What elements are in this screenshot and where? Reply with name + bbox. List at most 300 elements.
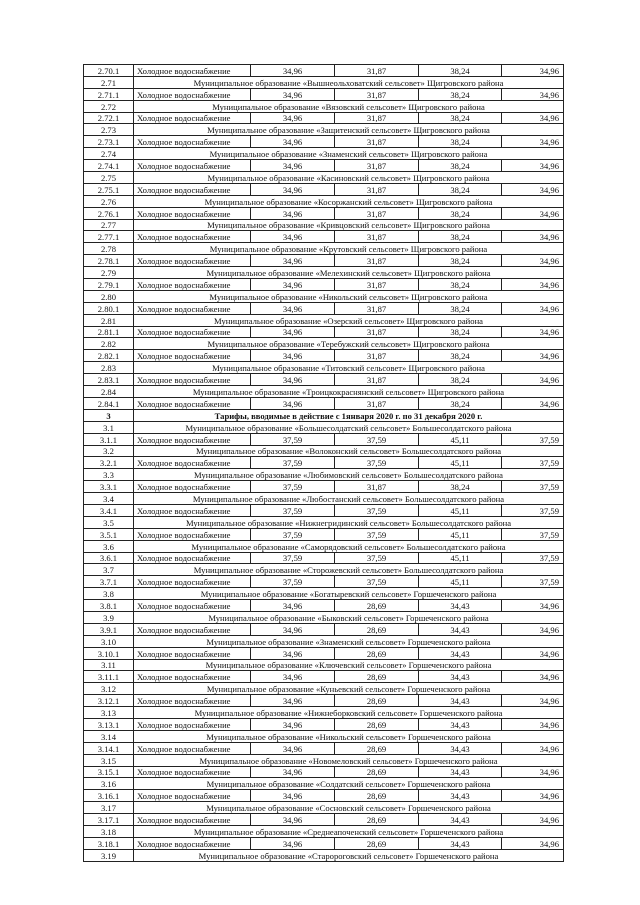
municipality-heading: Муниципальное образование «Ключевский сельсовет» Горшеченского района <box>134 659 564 671</box>
service-label: Холодное водоснабжение <box>134 647 251 659</box>
tariff-value: 34,96 <box>251 112 335 124</box>
municipality-heading-row <box>84 100 564 112</box>
row-number: 2.71.1 <box>84 88 134 100</box>
municipality-heading: Муниципальное образование «Вязовский сельсовет» Щигровского района <box>134 100 564 112</box>
tariff-value: 37,59 <box>335 552 419 564</box>
tariff-value: 34,96 <box>251 600 335 612</box>
tariff-value: 38,24 <box>419 255 502 267</box>
tariff-value: 38,24 <box>419 326 502 338</box>
municipality-heading: Муниципальное образование «Троицкокраснянский сельсовет» Щигровского района <box>134 386 564 398</box>
tariff-value: 45,11 <box>419 433 502 445</box>
municipality-heading: Муниципальное образование «Любимовский сельсовет» Большесолдатского района <box>134 469 564 481</box>
tariff-value: 34,96 <box>251 88 335 100</box>
tariff-value: 28,69 <box>335 600 419 612</box>
municipality-heading: Муниципальное образование «Богатыревский сельсовет» Горшеченского района <box>134 588 564 600</box>
row-number: 2.80 <box>84 290 134 302</box>
row-number: 3.19 <box>84 849 134 861</box>
tariff-value: 31,87 <box>335 302 419 314</box>
tariff-value: 38,24 <box>419 183 502 195</box>
municipality-heading-row <box>84 172 564 184</box>
municipality-heading-row <box>84 754 564 766</box>
tariff-value: 28,69 <box>335 766 419 778</box>
service-label: Холодное водоснабжение <box>134 766 251 778</box>
tariff-value: 34,96 <box>502 718 564 730</box>
tariff-value: 31,87 <box>335 65 419 77</box>
row-number: 2.79.1 <box>84 279 134 291</box>
row-number: 3.17 <box>84 802 134 814</box>
municipality-heading: Муниципальное образование «Новомеловский сельсовет» Горшеченского района <box>134 754 564 766</box>
tariff-row <box>84 326 564 338</box>
municipality-heading: Муниципальное образование «Озерский сельсовет» Щигровского района <box>134 314 564 326</box>
row-number: 3.12 <box>84 683 134 695</box>
row-number: 3.14.1 <box>84 742 134 754</box>
tariff-value: 34,96 <box>502 160 564 172</box>
tariff-value: 34,96 <box>251 374 335 386</box>
tariff-value: 34,43 <box>419 718 502 730</box>
tariff-value: 34,96 <box>251 790 335 802</box>
tariff-value: 37,59 <box>502 457 564 469</box>
municipality-heading-row <box>84 362 564 374</box>
row-number: 3.1 <box>84 421 134 433</box>
tariff-row <box>84 136 564 148</box>
tariff-row <box>84 528 564 540</box>
tariff-value: 34,96 <box>251 718 335 730</box>
service-label: Холодное водоснабжение <box>134 65 251 77</box>
service-label: Холодное водоснабжение <box>134 790 251 802</box>
row-number: 2.81.1 <box>84 326 134 338</box>
tariff-value: 34,43 <box>419 671 502 683</box>
tariff-row <box>84 231 564 243</box>
tariff-value: 34,96 <box>251 671 335 683</box>
row-number: 2.82 <box>84 338 134 350</box>
tariff-value: 31,87 <box>335 160 419 172</box>
tariff-value: 37,59 <box>502 528 564 540</box>
row-number: 2.78.1 <box>84 255 134 267</box>
row-number: 3.4 <box>84 493 134 505</box>
tariff-value: 34,96 <box>251 326 335 338</box>
tariff-value: 34,96 <box>502 112 564 124</box>
row-number: 2.76 <box>84 195 134 207</box>
service-label: Холодное водоснабжение <box>134 837 251 849</box>
tariff-value: 34,96 <box>502 814 564 826</box>
service-label: Холодное водоснабжение <box>134 112 251 124</box>
municipality-heading: Муниципальное образование «Среднеапоченский сельсовет» Горшеченского района <box>134 826 564 838</box>
row-number: 2.84 <box>84 386 134 398</box>
tariff-value: 34,96 <box>251 766 335 778</box>
tariff-value: 31,87 <box>335 88 419 100</box>
tariff-value: 28,69 <box>335 790 419 802</box>
tariff-row <box>84 671 564 683</box>
municipality-heading-row <box>84 243 564 255</box>
tariff-value: 38,24 <box>419 397 502 409</box>
tariff-row <box>84 695 564 707</box>
row-number: 2.79 <box>84 267 134 279</box>
tariff-table <box>83 64 564 862</box>
municipality-heading: Муниципальное образование «Нижнеборковский сельсовет» Горшеченского района <box>134 707 564 719</box>
row-number: 3.5.1 <box>84 528 134 540</box>
municipality-heading: Муниципальное образование «Крутовский сельсовет» Щигровского района <box>134 243 564 255</box>
tariff-value: 37,59 <box>502 552 564 564</box>
row-number: 2.77.1 <box>84 231 134 243</box>
tariff-value: 34,96 <box>251 279 335 291</box>
tariff-value: 34,96 <box>502 742 564 754</box>
tariff-value: 34,96 <box>502 65 564 77</box>
row-number: 3.17.1 <box>84 814 134 826</box>
tariff-row <box>84 457 564 469</box>
service-label: Холодное водоснабжение <box>134 374 251 386</box>
tariff-value: 37,59 <box>335 457 419 469</box>
municipality-heading-row <box>84 826 564 838</box>
service-label: Холодное водоснабжение <box>134 207 251 219</box>
row-number: 3.11.1 <box>84 671 134 683</box>
municipality-heading-row <box>84 314 564 326</box>
tariff-value: 34,96 <box>251 207 335 219</box>
service-label: Холодное водоснабжение <box>134 279 251 291</box>
service-label: Холодное водоснабжение <box>134 504 251 516</box>
row-number: 3.10 <box>84 635 134 647</box>
tariff-value: 38,24 <box>419 279 502 291</box>
tariff-value: 34,96 <box>502 207 564 219</box>
row-number: 3.16.1 <box>84 790 134 802</box>
row-number: 2.78 <box>84 243 134 255</box>
service-label: Холодное водоснабжение <box>134 231 251 243</box>
row-number: 3.2.1 <box>84 457 134 469</box>
municipality-heading: Муниципальное образование «Косоржанский сельсовет» Щигровского района <box>134 195 564 207</box>
tariff-value: 34,96 <box>251 397 335 409</box>
tariff-value: 37,59 <box>335 528 419 540</box>
municipality-heading: Муниципальное образование «Знаменский сельсовет» Горшеченского района <box>134 635 564 647</box>
municipality-heading: Муниципальное образование «Солдатский сельсовет» Горшеченского района <box>134 778 564 790</box>
tariff-row <box>84 65 564 77</box>
municipality-heading-row <box>84 635 564 647</box>
tariff-value: 38,24 <box>419 231 502 243</box>
tariff-value: 38,24 <box>419 88 502 100</box>
row-number: 3.5 <box>84 516 134 528</box>
tariff-value: 38,24 <box>419 112 502 124</box>
tariff-value: 34,96 <box>251 837 335 849</box>
tariff-value: 45,11 <box>419 504 502 516</box>
row-number: 2.75 <box>84 172 134 184</box>
municipality-heading: Муниципальное образование «Любостанский сельсовет» Большесолдатского района <box>134 493 564 505</box>
tariff-value: 34,43 <box>419 790 502 802</box>
tariff-value: 31,87 <box>335 112 419 124</box>
municipality-heading-row <box>84 445 564 457</box>
service-label: Холодное водоснабжение <box>134 350 251 362</box>
row-number: 3.11 <box>84 659 134 671</box>
row-number: 3.12.1 <box>84 695 134 707</box>
row-number: 3.6.1 <box>84 552 134 564</box>
row-number: 3.10.1 <box>84 647 134 659</box>
tariff-value: 34,96 <box>251 814 335 826</box>
row-number: 2.73.1 <box>84 136 134 148</box>
municipality-heading: Муниципальное образование «Знаменский сельсовет» Щигровского района <box>134 148 564 160</box>
tariff-value: 45,11 <box>419 528 502 540</box>
row-number: 3.8 <box>84 588 134 600</box>
tariff-row <box>84 207 564 219</box>
tariff-row <box>84 481 564 493</box>
tariff-value: 28,69 <box>335 623 419 635</box>
tariff-value: 34,96 <box>502 302 564 314</box>
row-number: 3.18 <box>84 826 134 838</box>
tariff-value: 28,69 <box>335 647 419 659</box>
tariff-value: 31,87 <box>335 374 419 386</box>
tariff-value: 28,69 <box>335 671 419 683</box>
tariff-value: 34,96 <box>502 695 564 707</box>
tariff-value: 34,43 <box>419 623 502 635</box>
row-number: 3.9.1 <box>84 623 134 635</box>
row-number: 2.71 <box>84 76 134 88</box>
row-number: 3.6 <box>84 540 134 552</box>
section-title: Тарифы, вводимые в действие с 1января 2020 г. по 31 декабря 2020 г. <box>134 409 564 421</box>
tariff-value: 34,96 <box>251 695 335 707</box>
municipality-heading-row <box>84 778 564 790</box>
tariff-value: 38,24 <box>419 302 502 314</box>
municipality-heading-row <box>84 290 564 302</box>
row-number: 2.80.1 <box>84 302 134 314</box>
tariff-value: 37,59 <box>251 457 335 469</box>
tariff-value: 31,87 <box>335 136 419 148</box>
tariff-value: 37,59 <box>335 433 419 445</box>
service-label: Холодное водоснабжение <box>134 695 251 707</box>
tariff-value: 31,87 <box>335 255 419 267</box>
tariff-value: 34,96 <box>502 279 564 291</box>
service-label: Холодное водоснабжение <box>134 433 251 445</box>
municipality-heading: Муниципальное образование «Кривцовский сельсовет» Щигровского района <box>134 219 564 231</box>
tariff-row <box>84 160 564 172</box>
municipality-heading-row <box>84 564 564 576</box>
service-label: Холодное водоснабжение <box>134 302 251 314</box>
tariff-value: 34,96 <box>251 302 335 314</box>
tariff-row <box>84 552 564 564</box>
tariff-value: 28,69 <box>335 695 419 707</box>
row-number: 3.2 <box>84 445 134 457</box>
service-label: Холодное водоснабжение <box>134 481 251 493</box>
tariff-value: 34,96 <box>502 231 564 243</box>
tariff-value: 34,96 <box>502 326 564 338</box>
tariff-value: 37,59 <box>251 576 335 588</box>
municipality-heading: Муниципальное образование «Старороговский сельсовет» Горшеченского района <box>134 849 564 861</box>
tariff-value: 31,87 <box>335 350 419 362</box>
row-number: 3.4.1 <box>84 504 134 516</box>
tariff-value: 37,59 <box>502 481 564 493</box>
tariff-row <box>84 814 564 826</box>
tariff-value: 37,59 <box>251 552 335 564</box>
service-label: Холодное водоснабжение <box>134 600 251 612</box>
municipality-heading-row <box>84 76 564 88</box>
tariff-value: 45,11 <box>419 552 502 564</box>
tariff-value: 34,96 <box>502 88 564 100</box>
tariff-value: 34,43 <box>419 647 502 659</box>
tariff-value: 34,96 <box>251 255 335 267</box>
tariff-value: 45,11 <box>419 576 502 588</box>
municipality-heading-row <box>84 707 564 719</box>
service-label: Холодное водоснабжение <box>134 552 251 564</box>
tariff-row <box>84 647 564 659</box>
service-label: Холодное водоснабжение <box>134 136 251 148</box>
municipality-heading-row <box>84 516 564 528</box>
tariff-value: 34,96 <box>502 183 564 195</box>
tariff-value: 34,96 <box>251 136 335 148</box>
row-number: 3 <box>84 409 134 421</box>
row-number: 2.76.1 <box>84 207 134 219</box>
row-number: 2.72.1 <box>84 112 134 124</box>
tariff-value: 28,69 <box>335 814 419 826</box>
tariff-value: 34,96 <box>251 231 335 243</box>
row-number: 2.70.1 <box>84 65 134 77</box>
tariff-value: 34,43 <box>419 742 502 754</box>
tariff-row <box>84 766 564 778</box>
service-label: Холодное водоснабжение <box>134 528 251 540</box>
tariff-value: 31,87 <box>335 481 419 493</box>
row-number: 3.15 <box>84 754 134 766</box>
municipality-heading: Муниципальное образование «Саморядовский сельсовет» Большесолдатского района <box>134 540 564 552</box>
municipality-heading-row <box>84 148 564 160</box>
tariff-value: 34,43 <box>419 814 502 826</box>
service-label: Холодное водоснабжение <box>134 88 251 100</box>
service-label: Холодное водоснабжение <box>134 718 251 730</box>
tariff-row <box>84 350 564 362</box>
tariff-row <box>84 742 564 754</box>
municipality-heading: Муниципальное образование «Большесолдатский сельсовет» Большесолдатского района <box>134 421 564 433</box>
row-number: 2.83.1 <box>84 374 134 386</box>
tariff-value: 34,96 <box>251 623 335 635</box>
tariff-value: 38,24 <box>419 65 502 77</box>
row-number: 3.9 <box>84 611 134 623</box>
service-label: Холодное водоснабжение <box>134 623 251 635</box>
row-number: 3.1.1 <box>84 433 134 445</box>
municipality-heading-row <box>84 124 564 136</box>
tariff-value: 37,59 <box>335 504 419 516</box>
tariff-value: 34,96 <box>502 255 564 267</box>
tariff-value: 34,43 <box>419 766 502 778</box>
municipality-heading: Муниципальное образование «Теребужский сельсовет» Щигровского района <box>134 338 564 350</box>
tariff-row <box>84 623 564 635</box>
service-label: Холодное водоснабжение <box>134 671 251 683</box>
tariff-row <box>84 302 564 314</box>
service-label: Холодное водоснабжение <box>134 255 251 267</box>
tariff-row <box>84 504 564 516</box>
tariff-value: 34,43 <box>419 600 502 612</box>
row-number: 3.3.1 <box>84 481 134 493</box>
service-label: Холодное водоснабжение <box>134 814 251 826</box>
tariff-row <box>84 183 564 195</box>
row-number: 2.83 <box>84 362 134 374</box>
municipality-heading-row <box>84 849 564 861</box>
tariff-value: 34,96 <box>251 350 335 362</box>
municipality-heading: Муниципальное образование «Куньевский сельсовет» Горшеченского района <box>134 683 564 695</box>
row-number: 2.74.1 <box>84 160 134 172</box>
tariff-row <box>84 112 564 124</box>
municipality-heading-row <box>84 195 564 207</box>
tariff-value: 28,69 <box>335 837 419 849</box>
tariff-value: 34,43 <box>419 837 502 849</box>
tariff-value: 34,96 <box>502 136 564 148</box>
municipality-heading: Муниципальное образование «Титовский сельсовет» Щигровского района <box>134 362 564 374</box>
tariff-value: 34,96 <box>502 647 564 659</box>
tariff-value: 38,24 <box>419 481 502 493</box>
tariff-row <box>84 374 564 386</box>
tariff-row <box>84 576 564 588</box>
service-label: Холодное водоснабжение <box>134 160 251 172</box>
tariff-value: 31,87 <box>335 326 419 338</box>
tariff-value: 37,59 <box>251 528 335 540</box>
tariff-value: 37,59 <box>502 504 564 516</box>
row-number: 3.7.1 <box>84 576 134 588</box>
tariff-value: 34,43 <box>419 695 502 707</box>
row-number: 3.18.1 <box>84 837 134 849</box>
tariff-value: 37,59 <box>251 433 335 445</box>
row-number: 2.72 <box>84 100 134 112</box>
service-label: Холодное водоснабжение <box>134 183 251 195</box>
row-number: 2.75.1 <box>84 183 134 195</box>
municipality-heading: Муниципальное образование «Касиновский сельсовет» Щигровского района <box>134 172 564 184</box>
row-number: 2.73 <box>84 124 134 136</box>
tariff-value: 34,96 <box>251 183 335 195</box>
municipality-heading-row <box>84 267 564 279</box>
tariff-value: 37,59 <box>335 576 419 588</box>
municipality-heading: Муниципальное образование «Защитенский сельсовет» Щигровского района <box>134 124 564 136</box>
municipality-heading-row <box>84 421 564 433</box>
tariff-value: 31,87 <box>335 207 419 219</box>
municipality-heading-row <box>84 219 564 231</box>
service-label: Холодное водоснабжение <box>134 326 251 338</box>
service-label: Холодное водоснабжение <box>134 742 251 754</box>
municipality-heading: Муниципальное образование «Сосновский сельсовет» Горшеченского района <box>134 802 564 814</box>
row-number: 3.8.1 <box>84 600 134 612</box>
tariff-row <box>84 600 564 612</box>
municipality-heading-row <box>84 338 564 350</box>
section-title-row <box>84 409 564 421</box>
tariff-row <box>84 88 564 100</box>
row-number: 2.82.1 <box>84 350 134 362</box>
tariff-value: 45,11 <box>419 457 502 469</box>
tariff-value: 34,96 <box>502 623 564 635</box>
tariff-document-page <box>83 64 563 862</box>
tariff-row <box>84 255 564 267</box>
tariff-value: 37,59 <box>251 481 335 493</box>
tariff-value: 38,24 <box>419 160 502 172</box>
tariff-value: 34,96 <box>502 671 564 683</box>
municipality-heading-row <box>84 469 564 481</box>
municipality-heading-row <box>84 540 564 552</box>
tariff-value: 34,96 <box>251 647 335 659</box>
row-number: 3.3 <box>84 469 134 481</box>
municipality-heading: Муниципальное образование «Мелехинский сельсовет» Щигровского района <box>134 267 564 279</box>
tariff-value: 34,96 <box>502 766 564 778</box>
tariff-value: 38,24 <box>419 136 502 148</box>
tariff-value: 34,96 <box>502 374 564 386</box>
municipality-heading: Муниципальное образование «Сторожевский сельсовет» Большесолдатского района <box>134 564 564 576</box>
tariff-value: 34,96 <box>502 397 564 409</box>
row-number: 2.84.1 <box>84 397 134 409</box>
tariff-value: 34,96 <box>502 350 564 362</box>
row-number: 3.13.1 <box>84 718 134 730</box>
tariff-row <box>84 279 564 291</box>
tariff-value: 34,96 <box>251 160 335 172</box>
tariff-value: 31,87 <box>335 231 419 243</box>
row-number: 2.77 <box>84 219 134 231</box>
service-label: Холодное водоснабжение <box>134 457 251 469</box>
row-number: 3.15.1 <box>84 766 134 778</box>
tariff-value: 38,24 <box>419 350 502 362</box>
tariff-value: 38,24 <box>419 207 502 219</box>
service-label: Холодное водоснабжение <box>134 397 251 409</box>
municipality-heading-row <box>84 802 564 814</box>
tariff-value: 37,59 <box>502 433 564 445</box>
municipality-heading-row <box>84 683 564 695</box>
tariff-row <box>84 837 564 849</box>
tariff-value: 34,96 <box>502 837 564 849</box>
